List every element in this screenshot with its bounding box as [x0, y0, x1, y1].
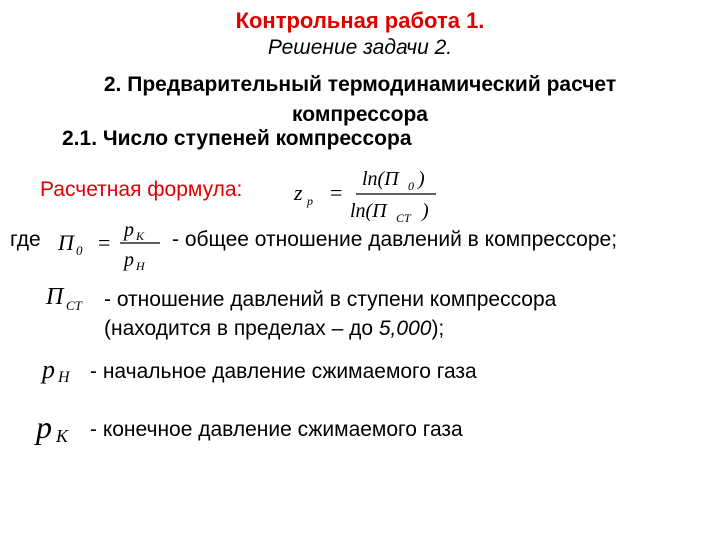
stage-ratio-description: [104, 285, 556, 343]
formula-denominator: ln(П: [350, 200, 387, 222]
pk-symbol: p: [36, 409, 52, 445]
pk-symbol-sub: К: [56, 426, 68, 446]
where-numerator: p: [124, 219, 134, 241]
final-pressure-description: - конечное давление сжимаемого газа: [90, 418, 463, 441]
where-numerator-sub: К: [136, 229, 144, 243]
formula-lhs-sub: р: [307, 194, 313, 208]
formula-numerator: ln(П: [362, 168, 399, 190]
stage-ratio-line2-after: );: [431, 317, 445, 340]
where-prefix: где: [10, 228, 41, 251]
slide-title: Контрольная работа 1.: [235, 8, 485, 33]
total-ratio-description: - общее отношение давлений в компрессоре;: [172, 228, 618, 251]
final-pressure-symbol: [34, 408, 90, 452]
stage-ratio-line2: [104, 314, 556, 343]
formula-denominator-sub: СТ: [396, 211, 411, 225]
ph-symbol: p: [42, 355, 55, 384]
initial-pressure-symbol: [40, 354, 90, 390]
stage-ratio-symbol: [44, 280, 104, 316]
total-pressure-ratio-formula: [50, 212, 170, 276]
ph-symbol-sub: Н: [58, 369, 70, 386]
formula-label: Расчетная формула:: [40, 178, 243, 201]
subsection-heading: 2.1. Число ступеней компрессора: [62, 127, 412, 150]
pst-symbol-sub: СТ: [66, 298, 82, 313]
where-denominator-sub: Н: [136, 259, 145, 273]
initial-pressure-description: - начальное давление сжимаемого газа: [90, 360, 477, 383]
formula-equals: =: [330, 180, 343, 205]
section-heading: 2. Предварительный термодинамический расчет компрессора: [103, 73, 617, 126]
formula-denominator-close: ): [422, 200, 429, 222]
stage-ratio-max-value: 5,000: [378, 317, 432, 340]
where-symbol: П: [58, 230, 74, 255]
where-denominator: p: [124, 249, 134, 271]
where-equals: =: [98, 230, 111, 255]
pst-symbol: П: [46, 284, 64, 310]
slide-subtitle: Решение задачи 2.: [267, 36, 453, 59]
stage-ratio-line1: - отношение давлений в ступени компрессора: [104, 288, 557, 311]
stage-count-formula: [290, 155, 460, 235]
stage-ratio-line2-before: (находится в пределах – до: [104, 317, 379, 340]
formula-lhs: z: [294, 180, 303, 205]
where-symbol-sub: 0: [76, 243, 83, 258]
formula-numerator-sub: 0: [408, 179, 414, 193]
formula-numerator-close: ): [418, 168, 425, 190]
